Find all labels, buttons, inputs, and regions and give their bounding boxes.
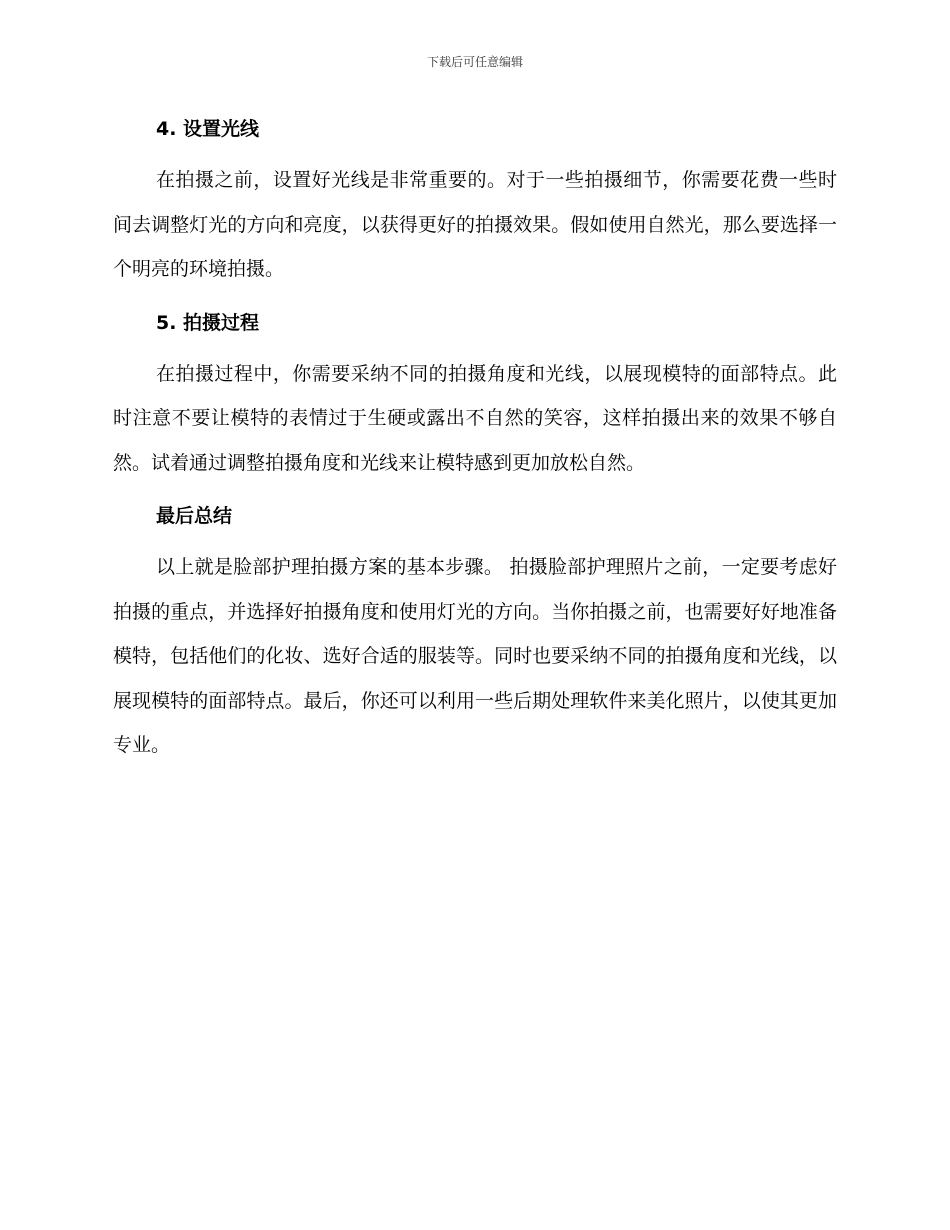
document-body <box>113 112 837 782</box>
section-paragraph: 在拍摄过程中，你需要采纳不同的拍摄角度和光线，以展现模特的面部特点。此时注意不要让模特的表情过于生硬或露出不自然的笑容，这样拍摄出来的效果不够自然。试着通过调整拍摄角度和光线来让模特感到更加放松自然。 <box>113 362 837 474</box>
section-paragraph: 在拍摄之前，设置好光线是非常重要的。对于一些拍摄细节，你需要花费一些时间去调整灯光的方向和亮度，以获得更好的拍摄效果。假如使用自然光，那么要选择一个明亮的环境拍摄。 <box>113 169 837 280</box>
section-lighting <box>113 112 837 292</box>
page-header: 下载后可任意编辑 <box>426 55 523 69</box>
section-heading: 最后总结 <box>156 505 233 527</box>
section-paragraph: 以上就是脸部护理拍摄方案的基本步骤。 拍摄脸部护理照片之前，一定要考虑好拍摄的重点，并选择好拍摄角度和使用灯光的方向。当你拍摄之前，也需要好好地准备模特，包括他们的化妆、选好合适的服装等。同时也要采纳不同的拍摄角度和光线，以展现模特的面部特点。最后，你还可以利用一些后期处理软件来美化照片，以使其更加专业。 <box>113 556 837 756</box>
section-summary <box>113 499 837 768</box>
section-heading: 5. 拍摄过程 <box>156 311 260 334</box>
section-heading: 4. 设置光线 <box>156 118 260 140</box>
section-shooting-process <box>113 306 837 486</box>
